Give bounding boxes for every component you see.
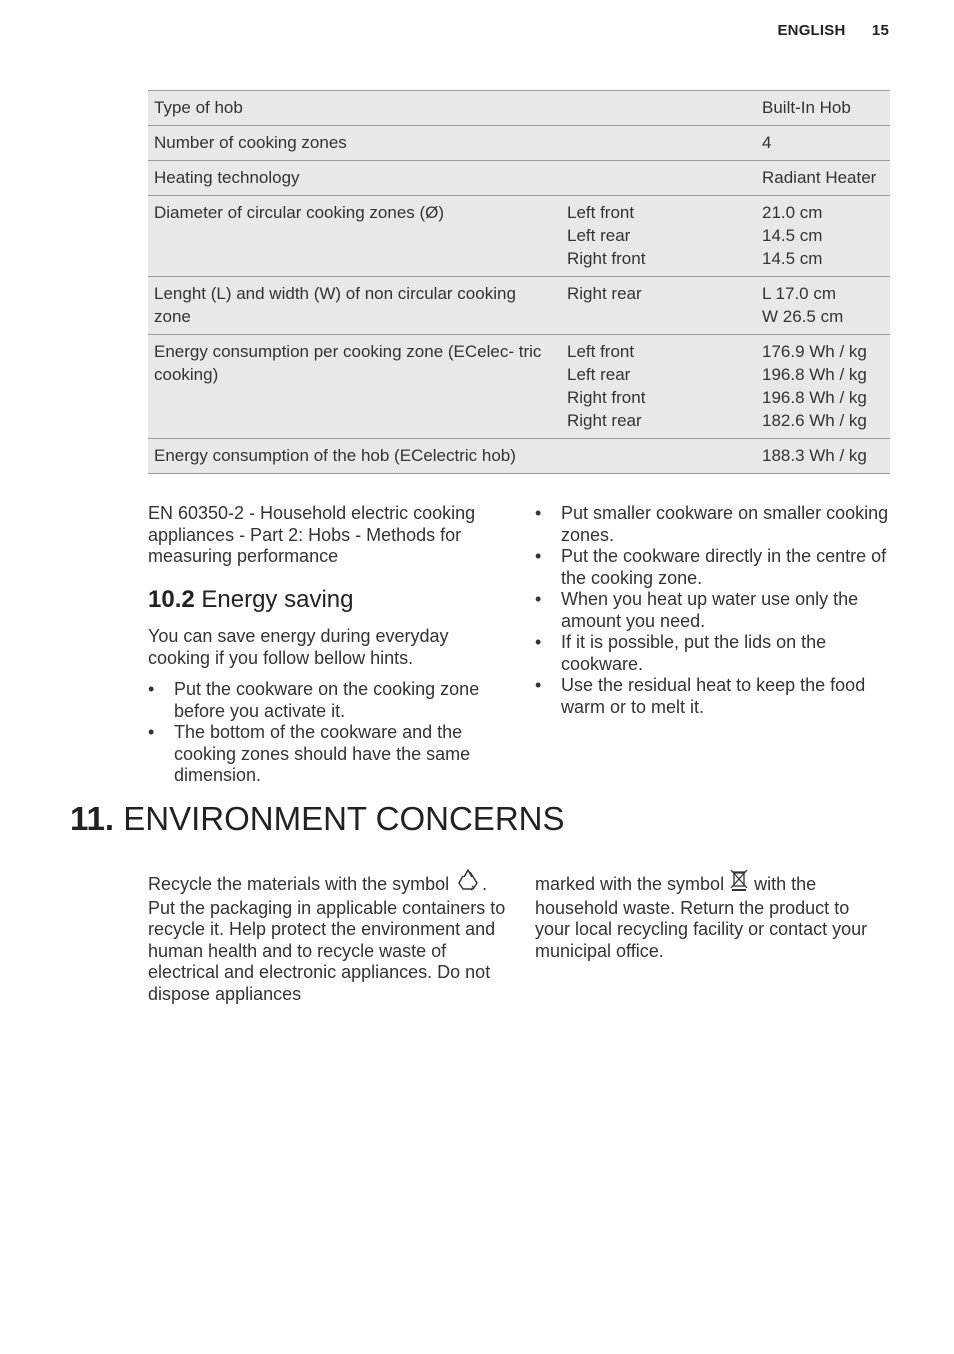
table-row bbox=[148, 91, 890, 126]
zone-value: W 26.5 cm bbox=[762, 307, 844, 326]
env-text-start: Recycle the materials with the symbol bbox=[148, 874, 450, 894]
zone-label: Left rear bbox=[567, 365, 631, 384]
zone-label: Left front bbox=[567, 203, 635, 222]
page-number: 15 bbox=[871, 22, 889, 39]
environment-paragraph-1 bbox=[148, 868, 508, 1005]
zone-value: 196.8 Wh / kg bbox=[762, 365, 867, 384]
section-heading-energy-saving bbox=[148, 586, 353, 614]
list-item: • The bottom of the cookware and the cooking zones should have the same dimension. bbox=[148, 722, 498, 787]
list-item: • Put the cookware on the cooking zone before you activate it. bbox=[148, 679, 498, 722]
list-item: • If it is possible, put the lids on the cookware. bbox=[535, 632, 895, 675]
zone-value: 182.6 Wh / kg bbox=[762, 411, 867, 430]
row-zones bbox=[558, 91, 753, 126]
tips-list-right bbox=[535, 503, 895, 718]
zone-label: Right front bbox=[567, 388, 646, 407]
env-text-start: marked with the symbol bbox=[535, 874, 725, 894]
standard-text: EN 60350-2 - Household electric cooking appliances - Part 2: Hobs - Methods for measuring performance bbox=[148, 503, 476, 566]
table-row bbox=[148, 196, 890, 277]
environment-paragraph-2 bbox=[535, 868, 885, 962]
row-value bbox=[753, 335, 890, 439]
section-title: Energy saving bbox=[201, 586, 354, 613]
zone-label: Right rear bbox=[567, 284, 642, 303]
crossed-bin-icon bbox=[730, 868, 748, 898]
standard-reference bbox=[148, 503, 518, 568]
chapter-number: 11. bbox=[70, 800, 115, 837]
tips-list-left bbox=[148, 679, 498, 787]
spec-table bbox=[148, 90, 890, 474]
language-label: ENGLISH bbox=[777, 22, 846, 39]
chapter-title: ENVIRONMENT CONCERNS bbox=[123, 800, 565, 837]
row-label: Number of cooking zones bbox=[148, 126, 558, 161]
row-label: Heating technology bbox=[148, 161, 558, 196]
table-row bbox=[148, 335, 890, 439]
env-text-end: . Put the packaging in applicable containers to recycle it. Help protect the environment and human health and to recycle waste of electrical and electronic appliances. Do not dispose appliances bbox=[148, 874, 506, 1004]
zone-value: 14.5 cm bbox=[762, 249, 823, 268]
row-value bbox=[753, 277, 890, 335]
row-label: Energy consumption per cooking zone (ECelec- tric cooking) bbox=[148, 335, 558, 439]
row-zones bbox=[558, 439, 753, 474]
zone-label: Left rear bbox=[567, 226, 631, 245]
row-label: Diameter of circular cooking zones (Ø) bbox=[148, 196, 558, 277]
zone-value: L 17.0 cm bbox=[762, 284, 837, 303]
row-zones bbox=[558, 335, 753, 439]
row-zones bbox=[558, 277, 753, 335]
row-value bbox=[753, 196, 890, 277]
list-item: • Use the residual heat to keep the food warm or to melt it. bbox=[535, 675, 895, 718]
list-item: • Put smaller cookware on smaller cooking zones. bbox=[535, 503, 895, 546]
env-text-end: with the household waste. Return the product to your local recycling facility or contact your municipal office. bbox=[535, 874, 868, 961]
row-value: Built-In Hob bbox=[753, 91, 890, 126]
zone-label: Left front bbox=[567, 342, 635, 361]
chapter-heading-environment bbox=[70, 800, 565, 838]
list-item: • When you heat up water use only the amount you need. bbox=[535, 589, 895, 632]
row-label: Lenght (L) and width (W) of non circular cooking zone bbox=[148, 277, 558, 335]
row-label: Energy consumption of the hob (ECelectric hob) bbox=[148, 439, 558, 474]
row-zones bbox=[558, 196, 753, 277]
table-row bbox=[148, 439, 890, 474]
row-value: Radiant Heater bbox=[753, 161, 890, 196]
zone-value: 176.9 Wh / kg bbox=[762, 342, 867, 361]
row-value: 188.3 Wh / kg bbox=[753, 439, 890, 474]
row-zones bbox=[558, 126, 753, 161]
section-number: 10.2 bbox=[148, 586, 195, 613]
row-label: Type of hob bbox=[148, 91, 558, 126]
zone-value: 21.0 cm bbox=[762, 203, 823, 222]
intro-text: You can save energy during everyday cooking if you follow bellow hints. bbox=[148, 626, 449, 668]
table-row bbox=[148, 161, 890, 196]
table-row bbox=[148, 126, 890, 161]
recycle-icon bbox=[455, 868, 481, 898]
zone-label: Right front bbox=[567, 249, 646, 268]
energy-saving-intro bbox=[148, 626, 498, 669]
row-zones bbox=[558, 161, 753, 196]
row-value: 4 bbox=[753, 126, 890, 161]
table-row bbox=[148, 277, 890, 335]
zone-value: 196.8 Wh / kg bbox=[762, 388, 867, 407]
zone-value: 14.5 cm bbox=[762, 226, 823, 245]
page-header bbox=[777, 22, 889, 39]
zone-label: Right rear bbox=[567, 411, 642, 430]
list-item: • Put the cookware directly in the centre of the cooking zone. bbox=[535, 546, 895, 589]
